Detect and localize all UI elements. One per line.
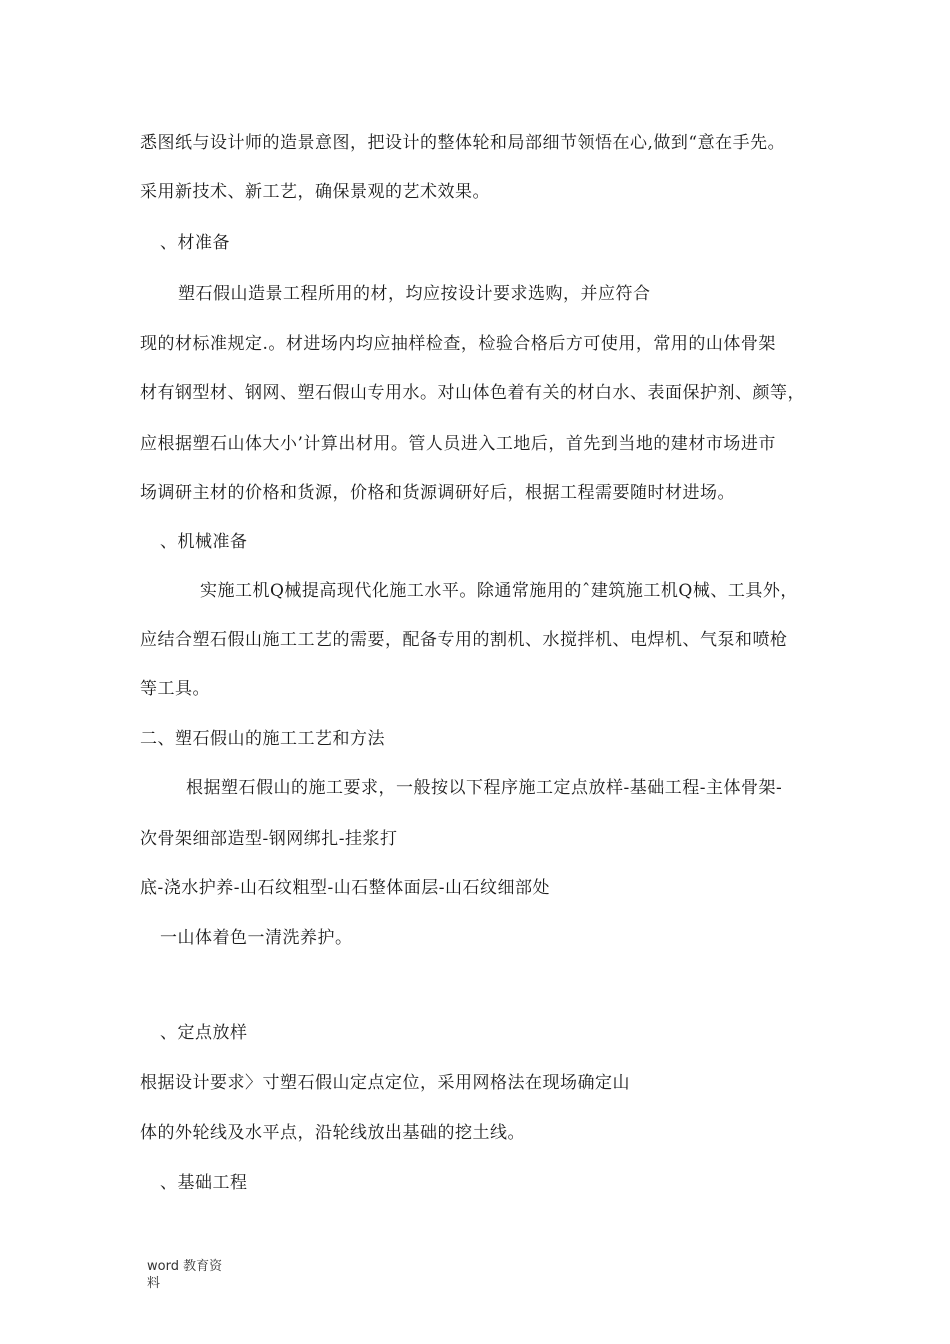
paragraph-line: 应结合塑石假山施工工艺的需要，配备专用的割机、水搅拌机、电焊机、气泵和喷枪 [140, 630, 788, 650]
section-heading: 二、塑石假山的施工工艺和方法 [140, 729, 385, 749]
paragraph-line: 采用新技术、新工艺，确保景观的艺术效果。 [140, 182, 490, 202]
paragraph-line: 材有钢型材、钢网、塑石假山专用水。对山体色着有关的材白水、表面保护剂、颜等， [140, 383, 805, 403]
paragraph-line: 应根据塑石山体大小’计算出材用。管人员进入工地后，首先到当地的建材市场进市 [140, 434, 776, 454]
paragraph-line: 底-浇水护养-山石纹粗型-山石整体面层-山石纹细部处 [140, 878, 550, 898]
paragraph-line: 现的材标准规定.。材进场内均应抽样检查，检验合格后方可使用，常用的山体骨架 [140, 334, 776, 354]
paragraph-line: 次骨架细部造型-钢网绑扎-挂浆打 [140, 829, 398, 849]
paragraph-line: 实施工机Q械提高现代化施工水平。除通常施用的ˆ建筑施工机Q械、工具外， [200, 581, 798, 601]
paragraph-line: 一山体着色一清洗养护。 [160, 928, 353, 948]
paragraph-line: 悉图纸与设计师的造景意图，把设计的整体轮和局部细节领悟在心,做到“意在手先。 [140, 133, 786, 153]
section-heading: 、定点放样 [160, 1023, 248, 1043]
section-heading: 、机械准备 [160, 532, 248, 552]
paragraph-line: 等工具。 [140, 679, 210, 699]
footer-line: word 教育资 [147, 1259, 223, 1274]
section-heading: 、基础工程 [160, 1173, 248, 1193]
page-footer [147, 1258, 222, 1292]
paragraph-line: 塑石假山造景工程所用的材，均应按设计要求选购，并应符合 [178, 284, 651, 304]
footer-line: 料 [147, 1276, 161, 1291]
paragraph-line: 根据塑石假山的施工要求，一般按以下程序施工定点放样-基础工程-主体骨架- [186, 778, 783, 798]
paragraph-line: 场调研主材的价格和货源，价格和货源调研好后，根据工程需要随时材进场。 [140, 483, 735, 503]
paragraph-line: 体的外轮线及水平点，沿轮线放出基础的挖土线。 [140, 1123, 525, 1143]
paragraph-line: 根据设计要求〉寸塑石假山定点定位，采用网格法在现场确定山 [140, 1073, 630, 1093]
section-heading: 、材准备 [160, 233, 230, 253]
